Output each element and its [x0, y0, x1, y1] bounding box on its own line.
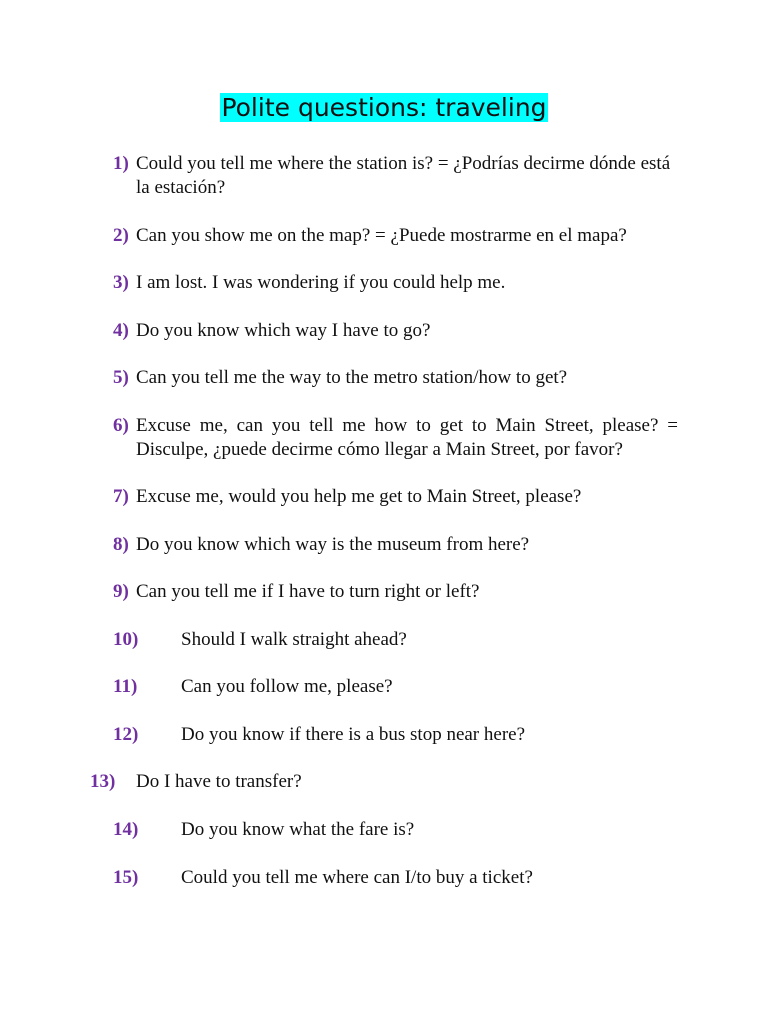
item-text: Do you know which way is the museum from here?	[136, 534, 530, 555]
item-number: 1)	[113, 153, 129, 174]
item-text: Can you show me on the map? = ¿Puede mostrarme en el mapa?	[136, 225, 627, 246]
item-number: 7)	[113, 486, 129, 507]
item-number: 14)	[113, 819, 139, 840]
item-text: Could you tell me where the station is? = ¿Podrías decirme dónde está la estación?	[136, 153, 671, 198]
item-text: Do you know what the fare is?	[181, 819, 415, 840]
item-text: I am lost. I was wondering if you could help me.	[136, 272, 506, 293]
item-text: Can you follow me, please?	[181, 676, 393, 697]
item-text: Should I walk straight ahead?	[181, 629, 407, 650]
item-number: 13)	[90, 771, 116, 792]
item-number: 5)	[113, 367, 129, 388]
item-text: Do you know if there is a bus stop near here?	[181, 724, 526, 745]
item-text: Could you tell me where can I/to buy a ticket?	[181, 867, 533, 888]
item-number: 12)	[113, 724, 139, 745]
item-number: 10)	[113, 629, 139, 650]
item-text: Excuse me, would you help me get to Main Street, please?	[136, 486, 582, 507]
item-number: 15)	[113, 867, 139, 888]
item-number: 3)	[113, 272, 129, 293]
item-text: Excuse me, can you tell me how to get to Main Street, please? = Disculpe, ¿puede decirme cómo llegar a Main Street, por favor?	[136, 415, 678, 460]
item-number: 4)	[113, 320, 129, 341]
item-number: 2)	[113, 225, 129, 246]
item-text: Do I have to transfer?	[136, 771, 302, 792]
item-number: 11)	[113, 676, 138, 697]
item-text: Can you tell me if I have to turn right or left?	[136, 581, 480, 602]
item-number: 8)	[113, 534, 129, 555]
item-number: 6)	[113, 415, 129, 436]
item-number: 9)	[113, 581, 129, 602]
item-text: Do you know which way I have to go?	[136, 320, 431, 341]
page-title-text: Polite questions: traveling	[221, 93, 547, 122]
item-text: Can you tell me the way to the metro station/how to get?	[136, 367, 568, 388]
